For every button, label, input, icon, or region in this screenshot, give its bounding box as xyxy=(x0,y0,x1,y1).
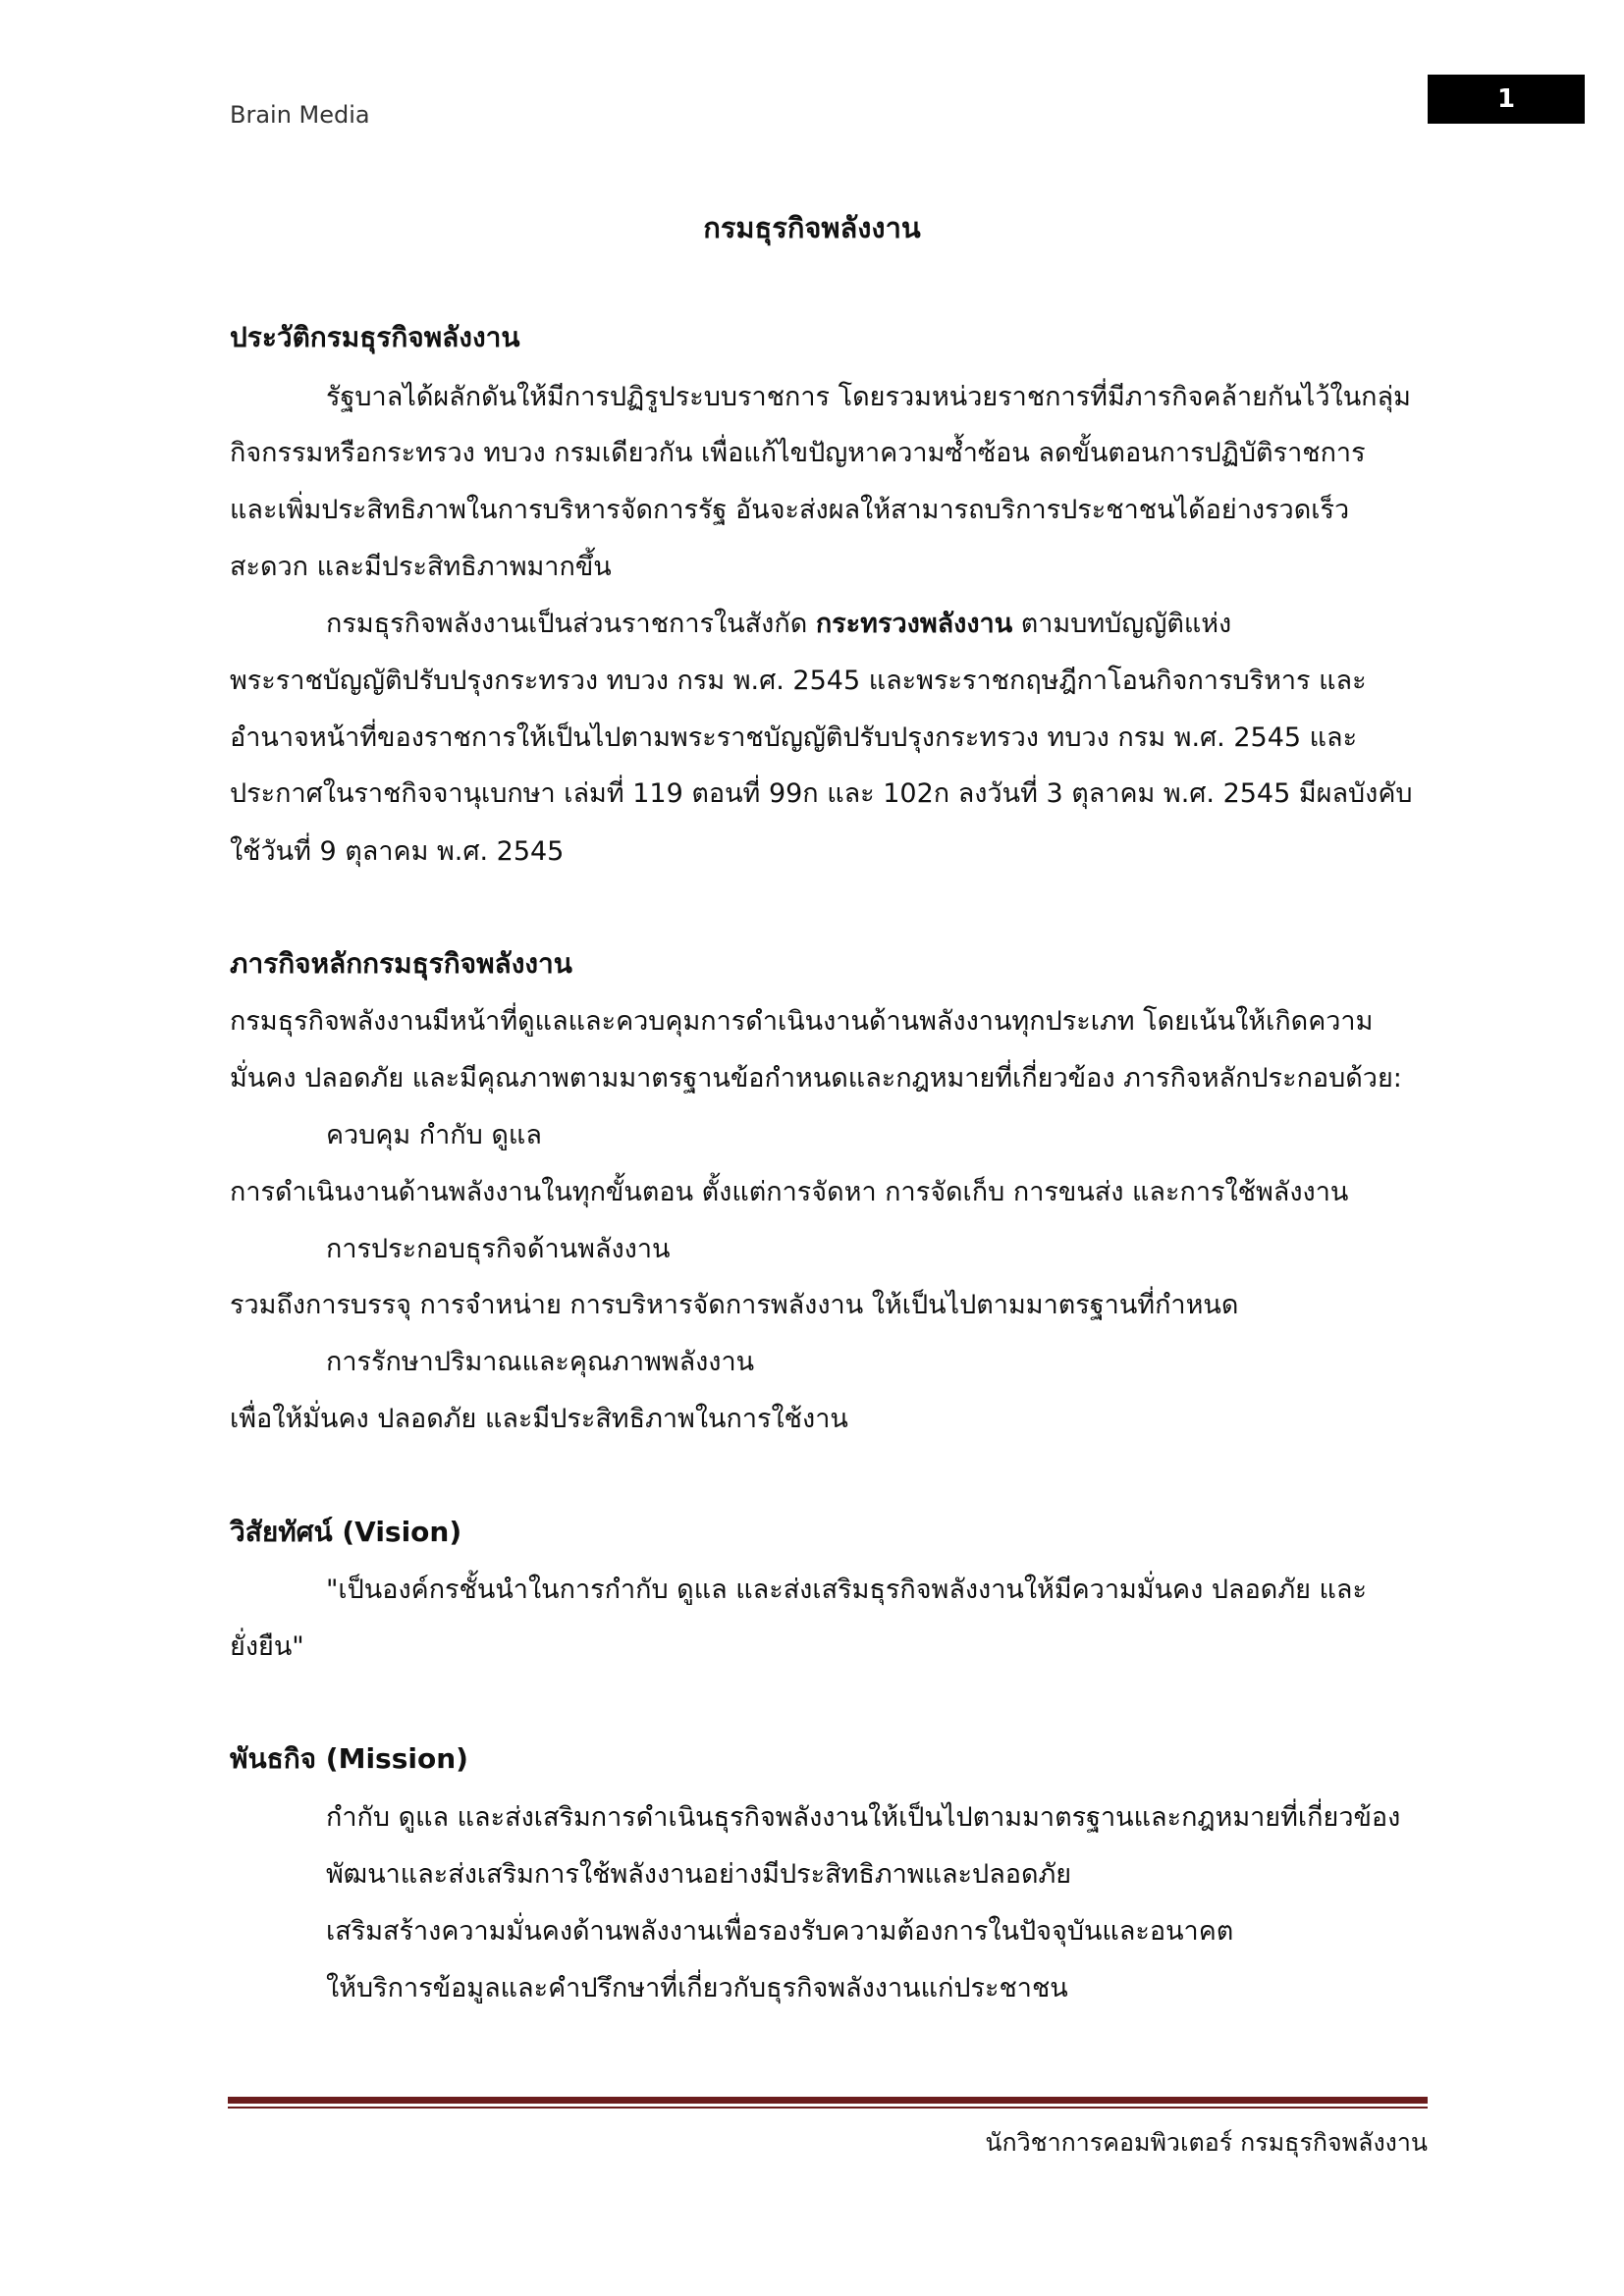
history-heading: ประวัติกรมธุรกิจพลังงาน xyxy=(230,321,520,353)
paragraph-line: กิจกรรมหรือกระทรวง ทบวง กรมเดียวกัน เพื่อแก้ไขปัญหาความซ้ำซ้อน ลดขั้นตอนการปฏิบัติราชการ xyxy=(230,438,1366,468)
mission-item-title: ควบคุม กำกับ ดูแล xyxy=(326,1120,542,1150)
paragraph-line: และเพิ่มประสิทธิภาพในการบริหารจัดการรัฐ อันจะส่งผลให้สามารถบริการประชาชนได้อย่างรวดเร็ว xyxy=(230,495,1350,525)
paragraph-line: มั่นคง ปลอดภัย และมีคุณภาพตามมาตรฐานข้อกำหนดและกฎหมายที่เกี่ยวข้อง ภารกิจหลักประกอบด้วย: xyxy=(230,1063,1402,1094)
paragraph-line: รัฐบาลได้ผลักดันให้มีการปฏิรูประบบราชการ โดยรวมหน่วยราชการที่มีภารกิจคล้ายกันไว้ในกลุ่ม xyxy=(326,382,1411,412)
mission-line: กำกับ ดูแล และส่งเสริมการดำเนินธุรกิจพลังงานให้เป็นไปตามมาตรฐานและกฎหมายที่เกี่ยวข้อง xyxy=(326,1802,1401,1833)
paragraph-line: กรมธุรกิจพลังงานมีหน้าที่ดูแลและควบคุมการดำเนินงานด้านพลังงานทุกประเภท โดยเน้นให้เกิดความ xyxy=(230,1006,1374,1037)
mission-item-title: การรักษาปริมาณและคุณภาพพลังงาน xyxy=(326,1347,755,1377)
mission-line: ให้บริการข้อมูลและคำปรึกษาที่เกี่ยวกับธุรกิจพลังงานแก่ประชาชน xyxy=(326,1973,1068,2003)
mission-item-title: การประกอบธุรกิจด้านพลังงาน xyxy=(326,1234,671,1264)
paragraph-line: อำนาจหน้าที่ของราชการให้เป็นไปตามพระราชบัญญัติปรับปรุงกระทรวง ทบวง กรม พ.ศ. 2545 และ xyxy=(230,722,1358,753)
main-mission-heading: ภารกิจหลักกรมธุรกิจพลังงาน xyxy=(230,947,572,980)
paragraph-line: พระราชบัญญัติปรับปรุงกระทรวง ทบวง กรม พ.ศ. 2545 และพระราชกฤษฎีกาโอนกิจการบริหาร และ xyxy=(230,666,1367,696)
footer-divider-thin xyxy=(228,2107,1428,2109)
mission-item-desc: เพื่อให้มั่นคง ปลอดภัย และมีประสิทธิภาพในการใช้งาน xyxy=(230,1404,848,1434)
text-run: กรมธุรกิจพลังงานเป็นส่วนราชการในสังกัด xyxy=(326,609,816,639)
page-number: 1 xyxy=(1428,75,1585,124)
vision-line: "เป็นองค์กรชั้นนำในการกำกับ ดูแล และส่งเสริมธุรกิจพลังงานให้มีความมั่นคง ปลอดภัย และ xyxy=(326,1575,1367,1605)
footer-text: นักวิชาการคอมพิวเตอร์ กรมธุรกิจพลังงาน xyxy=(985,2128,1428,2157)
footer-divider-thick xyxy=(228,2097,1428,2104)
mission-heading: พันธกิจ (Mission) xyxy=(230,1742,468,1775)
paragraph-line: สะดวก และมีประสิทธิภาพมากขึ้น xyxy=(230,552,612,582)
vision-line: ยั่งยืน" xyxy=(230,1631,304,1662)
document-title: กรมธุรกิจพลังงาน xyxy=(703,211,921,244)
mission-item-desc: รวมถึงการบรรจุ การจำหน่าย การบริหารจัดการพลังงาน ให้เป็นไปตามมาตรฐานที่กำหนด xyxy=(230,1290,1239,1320)
footer-divider xyxy=(228,2097,1428,2109)
mission-line: เสริมสร้างความมั่นคงด้านพลังงานเพื่อรองรับความต้องการในปัจจุบันและอนาคต xyxy=(326,1916,1234,1947)
ministry-name: กระทรวงพลังงาน xyxy=(815,609,1013,639)
mission-line: พัฒนาและส่งเสริมการใช้พลังงานอย่างมีประสิทธิภาพและปลอดภัย xyxy=(326,1859,1072,1890)
text-run: ตามบทบัญญัติแห่ง xyxy=(1012,609,1232,639)
header-brand: Brain Media xyxy=(230,101,370,129)
paragraph-line: ใช้วันที่ 9 ตุลาคม พ.ศ. 2545 xyxy=(230,836,565,867)
vision-heading: วิสัยทัศน์ (Vision) xyxy=(230,1516,462,1548)
mission-item-desc: การดำเนินงานด้านพลังงานในทุกขั้นตอน ตั้งแต่การจัดหา การจัดเก็บ การขนส่ง และการใช้พลังงาน xyxy=(230,1177,1349,1207)
paragraph-line xyxy=(326,602,1231,644)
paragraph-line: ประกาศในราชกิจจานุเบกษา เล่มที่ 119 ตอนที่ 99ก และ 102ก ลงวันที่ 3 ตุลาคม พ.ศ. 2545 มีผลบังคับ xyxy=(230,778,1413,809)
